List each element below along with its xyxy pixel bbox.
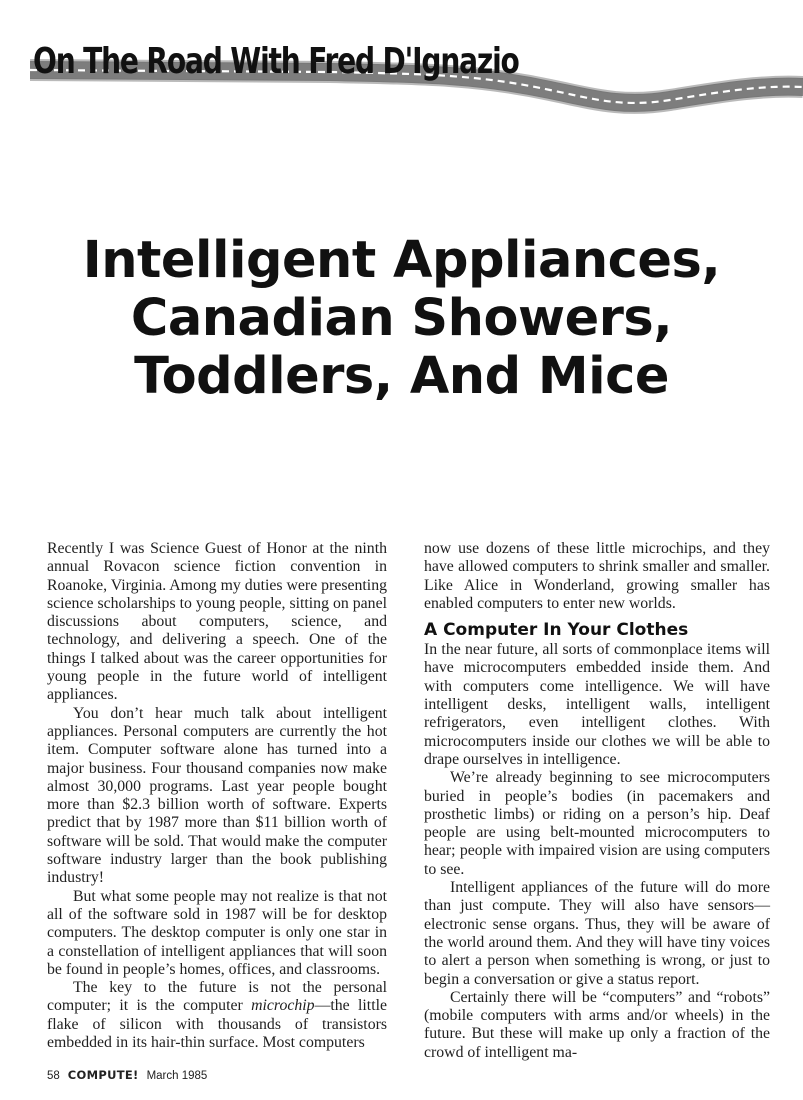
article-headline xyxy=(0,232,803,406)
paragraph-4-continuation: now use dozens of these little microchips, and they have allowed computers to shrink smaller and smaller. Like Alice in Wonderland, growing smaller has enabled computers to enter new worlds. xyxy=(424,540,770,612)
headline-line-3: Toddlers, And Mice xyxy=(134,347,669,406)
paragraph-7: Intelligent appliances of the future will do more than just compute. They will also have sensors—electronic sense organs. Thus, they will be aware of the world around them. And they will have tiny voices to alert a person when something is wrong, or just to begin a conversation or give a status report. xyxy=(424,879,770,988)
body-column-left xyxy=(47,540,387,1052)
paragraph-3: But what some people may not realize is that not all of the software sold in 1987 will be for desktop computers. The desktop computer is only one star in a constellation of intelligent appliances that will soon be found in people’s homes, offices, and classrooms. xyxy=(47,887,387,978)
headline-line-1: Intelligent Appliances, xyxy=(82,231,721,290)
page-number: 58 xyxy=(47,1070,60,1082)
magazine-name: COMPUTE! xyxy=(67,1068,139,1082)
paragraph-4-text-b: —the little flake of silicon with thousands of transistors embedded in its hair-thin surface. Most computers xyxy=(47,997,387,1052)
paragraph-5: In the near future, all sorts of commonplace items will have microcomputers embedded inside them. And with computers come intelligence. We will have intelligent desks, intelligent walls, intelligent refrigerators, even intelligent clothes. With microcomputers inside our clothes we will be able to drape ourselves in intelligence. xyxy=(424,641,770,768)
microchip-term: microchip xyxy=(251,997,315,1015)
page-footer xyxy=(47,1068,207,1082)
paragraph-2: You don’t hear much talk about intelligent appliances. Personal computers are currently the hot item. Computer software alone has turned into a major business. Four thousand companies now make almost 30,000 programs. Last year people bought more than $2.3 billion worth of software. Experts predict that by 1987 more than $11 billion worth of software will be sold. That would make the computer software industry larger than the book publishing industry! xyxy=(47,704,387,887)
paragraph-8: Certainly there will be “computers” and “robots” (mobile computers with arms and/or wheels) in the future. But these will make up only a fraction of the crowd of intelligent ma- xyxy=(424,988,770,1061)
issue-date: March 1985 xyxy=(146,1070,208,1082)
section-subhead: A Computer In Your Clothes xyxy=(424,620,689,641)
column-title: On The Road With Fred D'Ignazio xyxy=(33,41,519,82)
paragraph-4-text-a: The key to the future is not the personal computer; it is the computer xyxy=(47,979,387,1015)
headline-line-2: Canadian Showers, xyxy=(130,289,673,348)
paragraph-1: Recently I was Science Guest of Honor at the ninth annual Rovacon science fiction convention in Roanoke, Virginia. Among my duties were presenting science scholarships to young people, sitting on panel discussions about computers, science, and technology, and delivering a speech. One of the things I talked about was the career opportunities for young people in the future world of intelligent appliances. xyxy=(47,540,387,704)
paragraph-4 xyxy=(47,979,387,1052)
body-column-right xyxy=(424,540,770,1062)
paragraph-6: We’re already beginning to see microcomputers buried in people’s bodies (in pacemakers and prosthetic limbs) or riding on a person’s hip. Deaf people are using belt-mounted microcomputers to hear; people with impaired vision are using computers to see. xyxy=(424,769,770,878)
